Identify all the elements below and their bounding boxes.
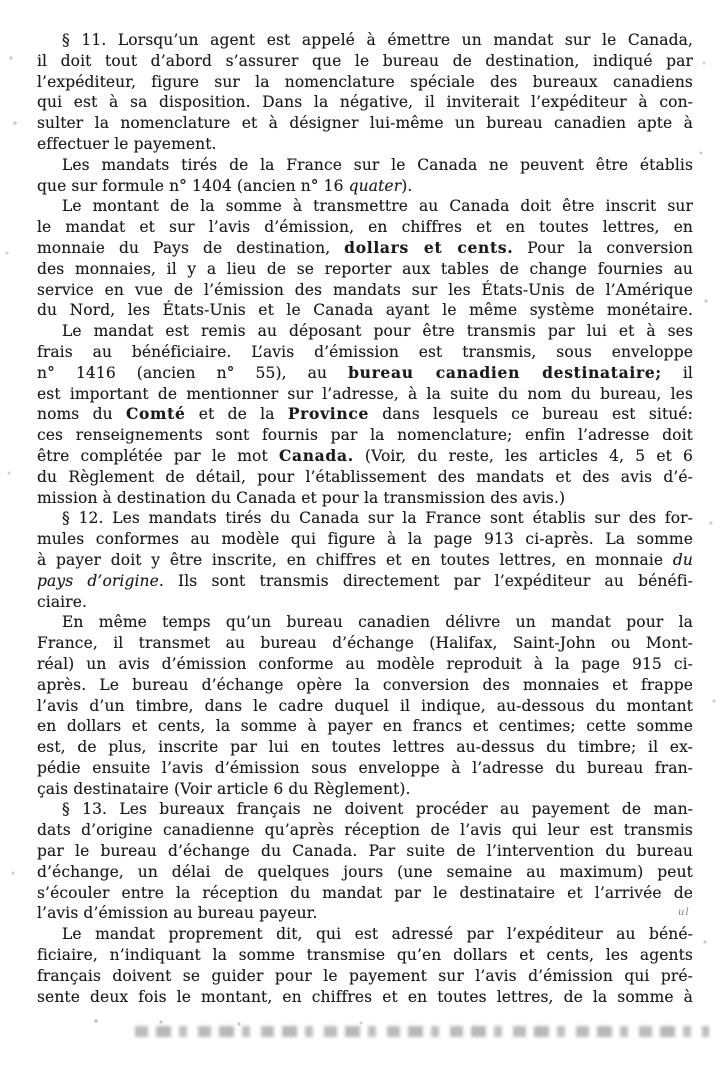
text-segment: réal) un avis d’émission conforme au modèle reproduit à la page 915 ci- (37, 654, 693, 673)
text-segment: d’échange, un délai de quelques jours (une semaine au maximum) peut (37, 862, 693, 881)
text-line (37, 924, 693, 945)
text-line (37, 134, 693, 155)
text-line (37, 550, 693, 571)
text-line (37, 404, 693, 425)
text-segment: Pour la conversion (513, 238, 693, 257)
text-segment: ciaire. (37, 592, 88, 611)
text-segment: Le mandat proprement dit, qui est adressé par l’expéditeur au béné- (62, 925, 693, 944)
text-line (37, 259, 693, 280)
text-line (37, 508, 693, 529)
text-segment: France, il transmet au bureau d’échange (Halifax, Saint-John ou Mont- (37, 634, 693, 653)
text-segment: § 12. Les mandats tirés du Canada sur la France sont établis sur des for- (62, 509, 693, 528)
text-line (37, 176, 693, 197)
text-segment: § 11. Lorsqu’un agent est appelé à émettre un mandat sur le Canada, (62, 31, 693, 49)
text-line (37, 737, 693, 758)
text-segment: monnaie du Pays de destination, (37, 238, 345, 257)
text-segment: et de la (185, 405, 288, 424)
text-line (37, 467, 693, 488)
text-segment: dats d’origine canadienne qu’après réception de l’avis qui leur est transmis (37, 821, 693, 840)
text-segment: s’écouler entre la réception du mandat par le destinataire et l’arrivée de (37, 883, 693, 902)
text-segment: service en vue de l’émission des mandats sur les États-Unis de l’Amérique (37, 280, 693, 299)
text-line (37, 155, 693, 176)
text-line (37, 758, 693, 779)
text-segment: l’avis d’un timbre, dans le cadre duquel il indique, au-dessous du montant (37, 696, 693, 715)
text-line (37, 425, 693, 446)
text-line (37, 321, 693, 342)
text-segment: est important de mentionner sur l’adresse, à la suite du nom du bureau, les (37, 384, 693, 403)
text-segment: du Règlement de détail, pour l’établissement des mandats et des avis d’é- (37, 467, 693, 486)
text-segment: qui est à sa disposition. Dans la négative, il inviterait l’expéditeur à con- (37, 93, 693, 112)
bleedthrough-ghost-line (135, 1026, 709, 1037)
text-segment: sente deux fois le montant, en chiffres et en toutes lettres, de la somme à (37, 987, 693, 1006)
text-line (37, 987, 693, 1008)
text-line (37, 51, 693, 72)
text-segment: effectuer le payement. (37, 134, 217, 153)
text-line (37, 799, 693, 820)
text-segment: être complétée par le mot (37, 446, 279, 465)
text-line (37, 196, 693, 217)
text-segment: après. Le bureau d’échange opère la conversion des monnaies et frappe (37, 675, 693, 694)
text-segment: ces renseignements sont fournis par la nomenclature; enfin l’adresse doit (37, 426, 693, 445)
text-segment: Comté (125, 404, 186, 424)
text-line (37, 696, 693, 717)
text-line (37, 903, 693, 924)
text-segment: l’avis d’émission au bureau payeur. (37, 904, 318, 923)
text-segment: bureau canadien destinataire; (348, 362, 662, 382)
text-segment: l’expéditeur, figure sur la nomenclature spéciale des bureaux canadiens (37, 72, 693, 91)
text-segment: Canada. (278, 445, 354, 465)
text-segment: dans lesquels ce bureau est situé: (369, 405, 693, 424)
text-segment: il (661, 363, 693, 382)
text-line (37, 384, 693, 405)
text-segment: En même temps qu’un bureau canadien délivre un mandat pour la (62, 613, 693, 632)
text-segment: (Voir, du reste, les articles 4, 5 et 6 (353, 446, 693, 465)
text-line (37, 841, 693, 862)
text-line (37, 675, 693, 696)
text-line (37, 862, 693, 883)
text-line (37, 363, 693, 384)
scan-speckles (0, 0, 2, 2)
text-segment: dollars et cents. (344, 237, 514, 257)
text-segment: le mandat et sur l’avis d’émission, en chiffres et en toutes lettres, en (37, 218, 693, 237)
text-segment: ). (401, 176, 413, 195)
text-line (37, 217, 693, 238)
text-segment: Province (287, 404, 370, 424)
text-line (37, 280, 693, 301)
text-line (37, 300, 693, 321)
text-line (37, 592, 693, 613)
text-line (37, 238, 693, 259)
text-segment: frais au bénéficiaire. L’avis d’émission est transmis, sous enveloppe (37, 342, 693, 361)
text-segment: quater (348, 176, 402, 195)
text-segment: par le bureau d’échange du Canada. Par suite de l’intervention du bureau (37, 842, 693, 861)
text-line (37, 820, 693, 841)
text-segment: § 13. Les bureaux français ne doivent procéder au payement de man- (62, 800, 693, 819)
text-segment: Ils sont transmis directement par l’expéditeur au bénéfi- (163, 571, 693, 590)
text-line (37, 446, 693, 467)
text-segment: est, de plus, inscrite par lui en toutes lettres au-dessus du timbre; il ex- (37, 738, 693, 757)
text-line (37, 529, 693, 550)
text-segment: français doivent se guider pour le payement sur l’avis d’émission qui pré- (37, 966, 693, 985)
margin-stray-mark: ul (678, 907, 690, 918)
text-segment: çais destinataire (Voir article 6 du Règlement). (37, 779, 411, 798)
text-line (37, 883, 693, 904)
text-line (37, 571, 693, 592)
text-line (37, 654, 693, 675)
text-line (37, 113, 693, 134)
text-line (37, 72, 693, 93)
text-line (37, 342, 693, 363)
text-segment: Le montant de la somme à transmettre au Canada doit être inscrit sur (62, 197, 693, 216)
text-segment: Le mandat est remis au déposant pour être transmis par lui et à ses (62, 322, 693, 341)
text-line (37, 30, 693, 51)
text-line (37, 633, 693, 654)
text-segment: des monnaies, il y a lieu de se reporter aux tables de change fournies au (37, 259, 693, 278)
text-segment: sulter la nomenclature et à désigner lui-même un bureau canadien apte à (37, 114, 693, 133)
text-segment: Les mandats tirés de la France sur le Canada ne peuvent être établis (62, 155, 693, 174)
text-segment: du Nord, les États-Unis et le Canada ayant le même système monétaire. (37, 301, 693, 320)
text-line (37, 612, 693, 633)
text-segment: que sur formule n° 1404 (ancien n° 16 (37, 176, 349, 195)
text-line (37, 92, 693, 113)
page-text-block (37, 30, 693, 1007)
text-segment: mission à destination du Canada et pour la transmission des avis.) (37, 488, 566, 507)
text-segment: ficiaire, n’indiquant la somme transmise qu’en dollars et cents, les agents (37, 946, 693, 965)
text-line (37, 779, 693, 800)
text-line (37, 966, 693, 987)
text-segment: pédie ensuite l’avis d’émission sous enveloppe à l’adresse du bureau fran- (37, 758, 693, 777)
text-segment: mules conformes au modèle qui figure à la page 913 ci-après. La somme (37, 530, 693, 549)
text-segment: il doit tout d’abord s’assurer que le bureau de destination, indiqué par (37, 51, 693, 70)
text-segment: du (672, 550, 693, 569)
text-line (37, 716, 693, 737)
text-segment: en dollars et cents, la somme à payer en francs et centimes; cette somme (37, 717, 693, 736)
text-segment: à payer doit y être inscrite, en chiffres et en toutes lettres, en monnaie (37, 550, 673, 569)
text-segment: n° 1416 (ancien n° 55), au (37, 363, 349, 382)
text-line (37, 488, 693, 509)
text-line (37, 945, 693, 966)
text-segment: noms du (37, 405, 126, 424)
text-segment: pays d’origine. (37, 571, 164, 590)
